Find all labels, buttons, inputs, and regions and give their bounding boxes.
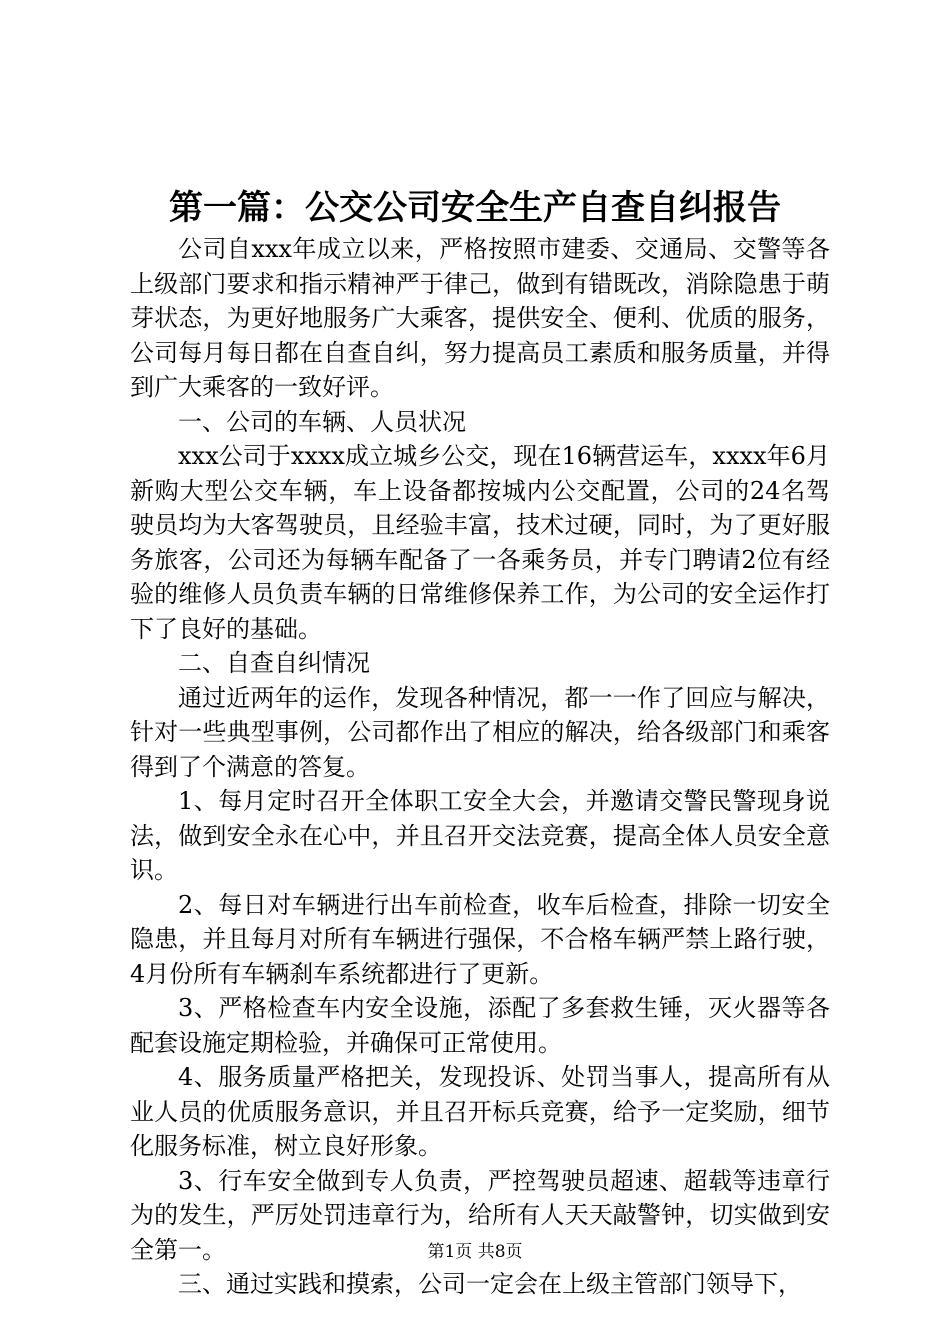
list-item-driving-safety: 3、行车安全做到专人负责，严控驾驶员超速、超载等违章行为的发生，严厉处罚违章行为，给所有人天天敲警钟，切实做到安全第一。	[130, 1166, 830, 1264]
list-item-service-quality: 4、服务质量严格把关，发现投诉、处罚当事人，提高所有从业人员的优质服务意识，并且召开标兵竞赛，给予一定奖励，细节化服务标准，树立良好形象。	[130, 1063, 830, 1160]
section-heading-vehicles-staff: 一、公司的车辆、人员状况	[178, 407, 466, 436]
document-body	[130, 232, 830, 1302]
section-heading-self-check: 二、自查自纠情况	[178, 649, 370, 677]
paragraph-vehicles-staff: xxx公司于xxxx成立城乡公交，现在16辆营运车，xxxx年6月新购大型公交车辆，车上设备都按城内公交配置，公司的24名驾驶员均为大客驾驶员，且经验丰富，技术过硬，同时，为了更好服务旅客，公司还为每辆车配备了一各乘务员，并专门聘请2位有经验的维修人员负责车辆的日常维修保养工作，为公司的安全运作打下了良好的基础。	[130, 442, 830, 643]
list-item-safety-meeting: 1、每月定时召开全体职工安全大会，并邀请交警民警现身说法，做到安全永在心中，并且召开交法竞赛，提高全体人员安全意识。	[130, 787, 830, 884]
section-heading-practice: 三、通过实践和摸索，公司一定会在上级主管部门领导下，	[178, 1270, 802, 1298]
document-title: 第一篇：公交公司安全生产自查自纠报告	[169, 188, 781, 228]
list-item-safety-facilities: 3、严格检查车内安全设施，添配了多套救生锤，灭火器等各配套设施定期检验，并确保可正常使用。	[130, 994, 830, 1057]
paragraph-self-check: 通过近两年的运作，发现各种情况，都一一作了回应与解决，针对一些典型事例，公司都作出了相应的解决，给各级部门和乘客得到了个满意的答复。	[130, 683, 830, 781]
page-footer: 第1页 共8页	[427, 1242, 523, 1262]
list-item-vehicle-inspection: 2、每日对车辆进行出车前检查，收车后检查，排除一切安全隐患，并且每月对所有车辆进行强保，不合格车辆严禁上路行驶，4月份所有车辆刹车系统都进行了更新。	[130, 890, 830, 988]
paragraph-intro: 公司自xxx年成立以来，严格按照市建委、交通局、交警等各上级部门要求和指示精神严于律己，做到有错既改，消除隐患于萌芽状态，为更好地服务广大乘客，提供安全、便利、优质的服务，公司每月每日都在自查自纠，努力提高员工素质和服务质量，并得到广大乘客的一致好评。	[130, 235, 830, 401]
